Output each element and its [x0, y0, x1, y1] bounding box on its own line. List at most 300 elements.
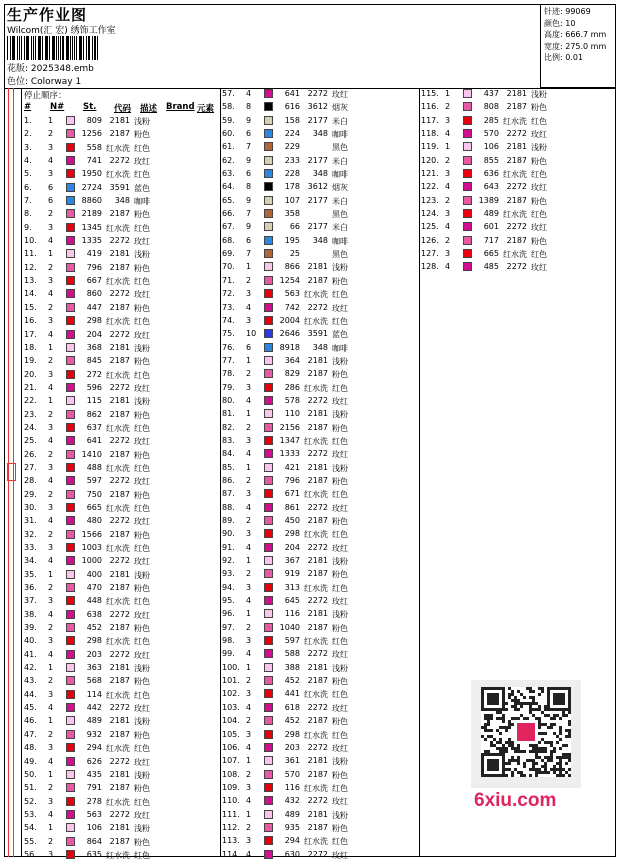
thread-description: 米白 [332, 156, 348, 166]
qr-module [508, 759, 511, 762]
thread-description: 红色 [332, 837, 348, 847]
qr-module [523, 750, 526, 753]
color-swatch [264, 663, 273, 672]
stitch-count: 298 [86, 636, 102, 646]
barcode-bar [79, 36, 80, 60]
needle-number: 2 [48, 449, 54, 459]
thread-description: 玫红 [332, 703, 348, 713]
qr-module [511, 774, 514, 777]
stitch-count: 178 [284, 182, 300, 192]
color-swatch [264, 436, 273, 445]
needle-number: 2 [246, 676, 252, 686]
qr-module [529, 774, 532, 777]
qr-module [487, 759, 499, 771]
header-index: # [24, 102, 32, 112]
needle-number: 2 [48, 783, 54, 793]
stop-index: 59. [222, 115, 235, 125]
stitch-count: 106 [86, 823, 102, 833]
color-swatch [264, 609, 273, 618]
qr-module [550, 744, 553, 747]
qr-module [487, 720, 490, 723]
qr-module [538, 723, 541, 726]
qr-module [508, 720, 511, 723]
stop-index: 106. [222, 742, 240, 752]
stitch-count: 717 [483, 235, 499, 245]
colorway: 色位: Colorway 1 [7, 77, 82, 87]
stitch-count: 866 [284, 262, 300, 272]
stitch-count: 1950 [81, 169, 102, 179]
qr-module [559, 765, 562, 768]
color-swatch [264, 796, 273, 805]
stitch-count: 489 [86, 716, 102, 726]
needle-number: 4 [48, 329, 54, 339]
thread-code: 2187 [109, 129, 130, 139]
thread-description: 玫红 [134, 757, 150, 767]
color-swatch [66, 570, 75, 579]
color-swatch [264, 289, 273, 298]
thread-code: 2187 [109, 356, 130, 366]
thread-code: 红水洗 [106, 797, 130, 807]
thread-code: 2272 [506, 262, 527, 272]
qr-module [487, 717, 490, 720]
needle-number: 3 [48, 543, 54, 552]
stitch-count: 1040 [279, 622, 300, 632]
stop-index: 80. [222, 395, 235, 405]
stitch-count: 809 [86, 116, 102, 125]
qr-module [502, 726, 505, 729]
stitch-count: 578 [284, 395, 300, 405]
stop-index: 119. [421, 142, 439, 152]
color-swatch [66, 797, 75, 806]
qr-module [517, 702, 520, 705]
thread-description: 粉色 [332, 823, 348, 833]
qr-module [538, 687, 541, 690]
stop-index: 72. [222, 289, 235, 299]
thread-description: 红色 [531, 116, 547, 126]
stop-index: 77. [222, 355, 235, 365]
thread-description: 咖啡 [332, 130, 348, 140]
qr-module [568, 753, 571, 756]
thread-description: 玫红 [332, 850, 348, 860]
thread-code: 2187 [109, 623, 130, 633]
stop-index: 68. [222, 235, 235, 245]
color-swatch [66, 516, 75, 525]
qr-module [523, 717, 526, 720]
thread-description: 浅粉 [134, 397, 150, 407]
qr-module [538, 741, 541, 744]
thread-code: 红水洗 [503, 116, 527, 126]
stop-index: 66. [222, 209, 235, 219]
thread-description: 蓝色 [134, 183, 150, 193]
thread-code: 2187 [109, 529, 130, 539]
thread-code: 2272 [506, 182, 527, 192]
barcode-bar [53, 36, 54, 60]
color-swatch [264, 463, 273, 472]
thread-description: 咖啡 [332, 236, 348, 246]
stitch-count: 489 [284, 809, 300, 819]
needle-number: 3 [48, 222, 54, 232]
stop-order-label: 停止顺序： [24, 91, 67, 101]
stitch-count: 110 [284, 409, 300, 419]
qr-module [544, 768, 547, 771]
needle-number: 2 [246, 622, 252, 632]
qr-module [532, 708, 535, 711]
color-swatch [264, 249, 273, 258]
thread-code: 2272 [307, 849, 328, 859]
qr-module [511, 771, 514, 774]
stop-index: 96. [222, 609, 235, 619]
color-swatch [264, 276, 273, 285]
thread-code: 348 [312, 235, 328, 245]
qr-module [487, 735, 490, 738]
qr-module [532, 696, 535, 699]
thread-description: 玫红 [332, 503, 348, 513]
needle-number: 3 [48, 596, 54, 606]
color-swatch [463, 156, 472, 165]
qr-module [544, 765, 547, 768]
needle-number: 2 [48, 676, 54, 686]
qr-module [544, 750, 547, 753]
color-swatch [264, 89, 273, 98]
qr-module [565, 771, 568, 774]
qr-module [550, 723, 553, 726]
stitch-count: 224 [284, 129, 300, 139]
stop-index: 51. [24, 783, 37, 793]
stop-index: 79. [222, 382, 235, 392]
needle-number: 3 [246, 315, 252, 325]
stop-index: 29. [24, 489, 37, 499]
qr-module [544, 705, 547, 708]
qr-module [529, 702, 532, 705]
qr-module [514, 759, 517, 762]
thread-description: 红色 [134, 850, 150, 860]
stitch-count: 1254 [279, 275, 300, 285]
qr-module [535, 762, 538, 765]
qr-module [535, 747, 538, 750]
stitch-count: 796 [86, 262, 102, 272]
stop-index: 105. [222, 729, 240, 739]
thread-code: 红水洗 [304, 436, 328, 446]
thread-description: 红色 [134, 503, 150, 513]
qr-module [493, 744, 496, 747]
qr-module [532, 750, 535, 753]
stitch-count: 796 [284, 475, 300, 485]
stop-index: 71. [222, 275, 235, 285]
color-swatch [264, 569, 273, 578]
thread-description: 米白 [332, 223, 348, 233]
needle-number: 6 [246, 129, 252, 139]
thread-code: 红水洗 [304, 583, 328, 593]
barcode-bar [19, 36, 20, 60]
stitch-count: 1389 [478, 195, 499, 205]
thread-description: 红色 [531, 250, 547, 260]
needle-number: 7 [246, 209, 252, 219]
needle-number: 2 [48, 836, 54, 846]
stop-index: 43. [24, 676, 37, 686]
qr-module [499, 741, 502, 744]
qr-module [553, 723, 556, 726]
stop-index: 118. [421, 129, 439, 139]
stop-index: 31. [24, 516, 37, 526]
qr-module [559, 729, 562, 732]
needle-number: 2 [48, 356, 54, 366]
stitch-count: 437 [483, 89, 499, 98]
thread-code: 2187 [307, 516, 328, 525]
thread-code: 3612 [307, 102, 328, 112]
qr-module [544, 714, 547, 717]
qr-module [511, 741, 514, 744]
thread-code: 2187 [506, 102, 527, 112]
qr-module [568, 735, 571, 738]
thread-code: 2187 [307, 676, 328, 686]
stop-index: 3. [24, 142, 32, 152]
color-swatch [66, 143, 75, 152]
stop-index: 97. [222, 622, 235, 632]
stop-index: 98. [222, 636, 235, 646]
qr-module [502, 747, 505, 750]
barcode-bar [72, 36, 73, 60]
stitch-count: 1003 [81, 543, 102, 552]
qr-module [550, 756, 553, 759]
qr-module [553, 714, 556, 717]
qr-module [511, 723, 514, 726]
color-swatch [463, 129, 472, 138]
thread-code: 红水洗 [304, 490, 328, 500]
thread-description: 粉色 [134, 837, 150, 847]
thread-code: 2187 [109, 449, 130, 459]
qr-module [508, 741, 511, 744]
thread-description: 红色 [332, 383, 348, 393]
qr-module [565, 762, 568, 765]
stop-index: 10. [24, 236, 37, 246]
qr-module [547, 756, 550, 759]
thread-description: 红色 [134, 544, 150, 553]
design-width: 宽度: 275.0 mm [544, 41, 607, 51]
qr-module [505, 741, 508, 744]
barcode-bar [89, 36, 90, 60]
qr-module [517, 762, 520, 765]
stitch-count: 8860 [81, 196, 102, 206]
color-swatch [66, 330, 75, 339]
qr-module [541, 738, 544, 741]
barcode-bar [58, 36, 59, 60]
thread-code: 红水洗 [503, 170, 527, 180]
stop-index: 21. [24, 382, 37, 392]
qr-module [505, 750, 508, 753]
color-swatch [264, 529, 273, 538]
stop-index: 110. [222, 796, 240, 806]
stop-index: 63. [222, 169, 235, 179]
stitch-count: 1000 [81, 556, 102, 566]
qr-module [550, 768, 553, 771]
stop-index: 107. [222, 756, 240, 766]
qr-module [550, 726, 553, 729]
qr-module [559, 762, 562, 765]
position-marker [7, 463, 16, 481]
qr-module [511, 744, 514, 747]
stitch-count: 829 [284, 369, 300, 379]
thread-description: 浅粉 [134, 770, 150, 780]
color-swatch [66, 530, 75, 539]
barcode-bar [62, 36, 64, 60]
stitch-count: 1333 [279, 449, 300, 459]
stop-index: 70. [222, 262, 235, 272]
color-swatch [264, 850, 273, 859]
thread-code: 2181 [307, 809, 328, 819]
thread-description: 红色 [134, 744, 150, 754]
qr-module [535, 702, 538, 705]
thread-code: 2181 [109, 249, 130, 259]
stop-index: 34. [24, 556, 37, 566]
thread-code: 2187 [109, 209, 130, 219]
qr-module [532, 744, 535, 747]
thread-description: 玫红 [332, 597, 348, 607]
color-swatch [264, 356, 273, 365]
qr-module [562, 711, 565, 714]
stitch-count: 298 [284, 529, 300, 539]
stop-index: 90. [222, 529, 235, 539]
thread-code: 红水洗 [304, 637, 328, 647]
qr-module [499, 717, 502, 720]
needle-number: 4 [246, 702, 252, 712]
qr-module [553, 732, 556, 735]
watermark-site: 6xiu.com [474, 790, 557, 811]
needle-number: 4 [246, 302, 252, 312]
stitch-count: 432 [284, 796, 300, 806]
stitch-count: 791 [86, 783, 102, 793]
stop-index: 112. [222, 822, 240, 832]
thread-description: 粉色 [531, 156, 547, 166]
needle-number: 10 [246, 329, 257, 339]
needle-number: 1 [48, 663, 54, 673]
stitch-count: 665 [483, 249, 499, 259]
needle-number: 4 [48, 556, 54, 566]
color-swatch [264, 303, 273, 312]
qr-module [484, 738, 487, 741]
qr-module [562, 774, 565, 777]
qr-module [490, 741, 493, 744]
stitch-count: 597 [284, 636, 300, 646]
stitch-count: 364 [284, 355, 300, 365]
needle-number: 1 [246, 756, 252, 766]
needle-number: 3 [48, 689, 54, 699]
stitch-count: 203 [86, 649, 102, 659]
thread-code: 红水洗 [304, 730, 328, 740]
thread-code: 2272 [109, 649, 130, 659]
needle-number: 4 [48, 289, 54, 299]
thread-code: 2181 [109, 116, 130, 125]
stop-index: 41. [24, 649, 37, 659]
thread-description: 玫红 [134, 704, 150, 714]
stop-index: 74. [222, 315, 235, 325]
color-swatch [66, 703, 75, 712]
thread-code: 2181 [307, 756, 328, 766]
thread-code: 红水洗 [106, 277, 130, 287]
barcode-bar [33, 36, 34, 60]
thread-description: 粉色 [134, 210, 150, 220]
qr-module [565, 714, 568, 717]
color-swatch [66, 636, 75, 645]
needle-number: 9 [246, 155, 252, 165]
thread-code: 2181 [307, 556, 328, 566]
color-swatch [66, 490, 75, 499]
qr-module [538, 726, 541, 729]
needle-number: 1 [48, 716, 54, 726]
needle-number: 3 [246, 689, 252, 699]
color-swatch [66, 476, 75, 485]
thread-code: 2187 [109, 409, 130, 419]
needle-number: 3 [246, 382, 252, 392]
color-swatch [66, 543, 75, 552]
needle-number: 1 [445, 142, 451, 152]
thread-code: 2187 [109, 836, 130, 846]
stop-index: 19. [24, 356, 37, 366]
qr-module [502, 750, 505, 753]
thread-description: 粉色 [332, 623, 348, 633]
qr-module [496, 717, 499, 720]
needle-number: 7 [246, 142, 252, 152]
stop-index: 61. [222, 142, 235, 152]
stitch-count: 442 [86, 703, 102, 713]
barcode-bar [49, 36, 50, 60]
thread-code: 2187 [307, 769, 328, 779]
qr-module [520, 750, 523, 753]
thread-code: 2181 [307, 462, 328, 472]
needle-number: 3 [246, 782, 252, 792]
color-swatch [463, 222, 472, 231]
needle-number: 2 [48, 729, 54, 739]
thread-description: 浅粉 [332, 263, 348, 273]
qr-module [541, 687, 544, 690]
qr-module [541, 771, 544, 774]
thread-code: 红水洗 [106, 463, 130, 473]
qr-module [559, 738, 562, 741]
thread-code: 2181 [109, 769, 130, 779]
qr-module [541, 759, 544, 762]
thread-description: 米白 [332, 116, 348, 126]
barcode-bar [42, 36, 43, 60]
color-swatch [264, 169, 273, 178]
thread-description: 玫红 [134, 477, 150, 487]
header-element: 元素 [197, 104, 215, 114]
thread-code: 红水洗 [106, 850, 130, 860]
qr-module [517, 690, 520, 693]
thread-code: 2272 [307, 542, 328, 552]
stitch-count: 448 [86, 596, 102, 606]
thread-description: 烟灰 [332, 103, 348, 113]
qr-module [514, 747, 517, 750]
needle-number: 2 [246, 369, 252, 379]
color-swatch [264, 716, 273, 725]
stitch-count: 637 [86, 422, 102, 432]
color-swatch [66, 743, 75, 752]
stitch-count: 2004 [279, 315, 300, 325]
barcode-bar [60, 36, 61, 60]
stop-index: 4. [24, 156, 32, 166]
stitch-count: 158 [284, 115, 300, 125]
stop-index: 25. [24, 436, 37, 446]
needle-number: 2 [48, 409, 54, 419]
thread-code: 2177 [307, 195, 328, 205]
color-swatch [463, 182, 472, 191]
barcode-bar [21, 36, 22, 60]
qr-module [499, 738, 502, 741]
qr-module [541, 747, 544, 750]
barcode-bar [45, 36, 46, 60]
qr-module [568, 720, 571, 723]
needle-number: 4 [48, 382, 54, 392]
stop-index: 30. [24, 502, 37, 512]
